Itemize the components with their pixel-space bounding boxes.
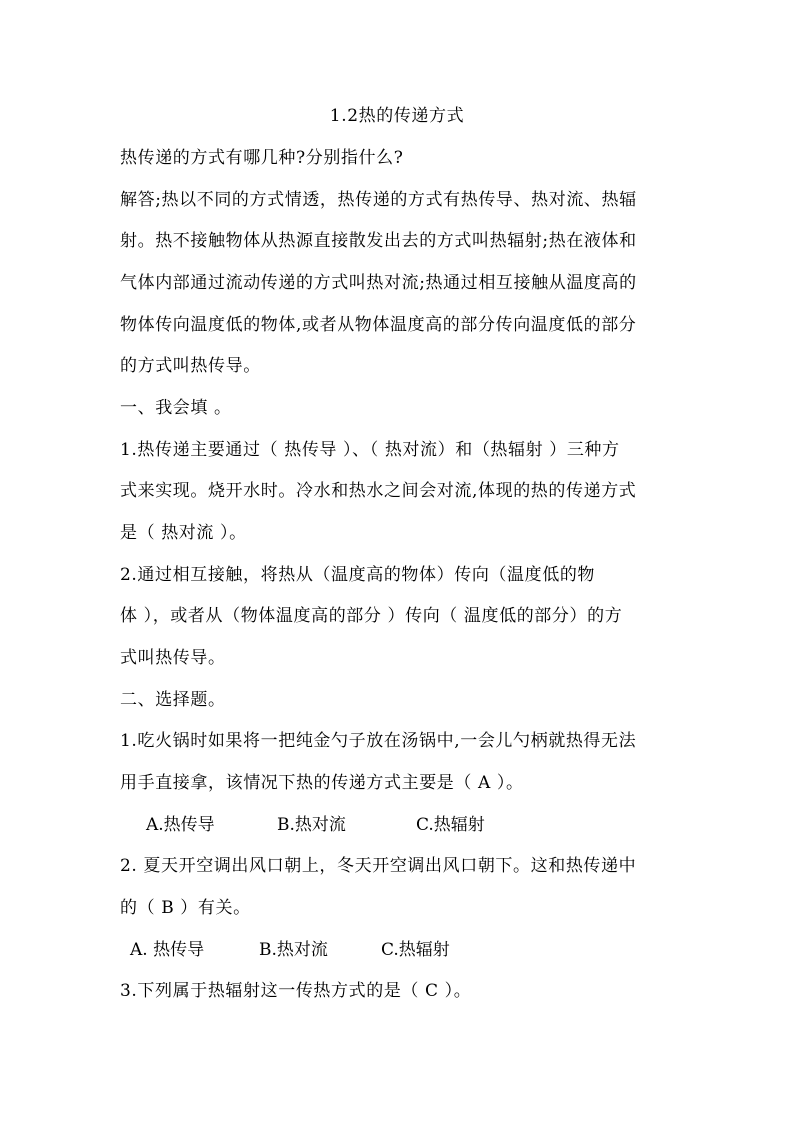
- choice-question-1-line: 1.吃火锅时如果将一把纯金勺子放在汤锅中,一会儿勺柄就热得无法: [120, 731, 637, 751]
- section-heading-fill: 一、我会填 。: [120, 398, 232, 418]
- answer-line: 气体内部通过流动传递的方式叫热对流;热通过相互接触从温度高的: [120, 273, 637, 293]
- choice-question-2-line: 2. 夏天开空调出风口朝上，冬天开空调出风口朝下。这和热传递中: [120, 856, 637, 876]
- section-heading-choice: 二、选择题。: [120, 690, 226, 710]
- fill-question-1-line: 式来实现。烧开水时。冷水和热水之间会对流,体现的热的传递方式: [120, 481, 637, 501]
- answer-line: 物体传向温度低的物体,或者从物体温度高的部分传向温度低的部分: [120, 315, 637, 335]
- answer-line: 射。热不接触物体从热源直接散发出去的方式叫热辐射;热在液体和: [120, 231, 637, 251]
- option-c: C.热辐射: [416, 815, 485, 835]
- choice-question-1-line: 用手直接拿，该情况下热的传递方式主要是（ A ）。: [120, 773, 524, 793]
- option-c: C.热辐射: [381, 940, 450, 960]
- answer-line: 解答;热以不同的方式情透，热传递的方式有热传导、热对流、热辐: [120, 190, 637, 210]
- choice-question-2-line: 的（ B ）有关。: [120, 898, 251, 918]
- option-b: B.热对流: [259, 940, 328, 960]
- fill-question-1-line: 是（ 热对流 ）。: [120, 523, 247, 543]
- choice-question-1-options: [146, 815, 546, 835]
- fill-question-2-line: 2.通过相互接触，将热从（温度高的物体）传向（温度低的物: [120, 565, 596, 585]
- answer-line: 的方式叫热传导。: [120, 356, 261, 376]
- question-text: 热传递的方式有哪几种?分别指什么?: [120, 148, 404, 168]
- option-a: A. 热传导: [130, 940, 205, 960]
- option-b: B.热对流: [277, 815, 346, 835]
- choice-question-2-options: [130, 940, 530, 960]
- choice-question-3-line: 3.下列属于热辐射这一传热方式的是（ C ）。: [120, 981, 472, 1001]
- page-title: 1.2热的传递方式: [329, 106, 465, 126]
- fill-question-1-line: 1.热传递主要通过（ 热传导 ）、（ 热对流）和（热辐射 ）三种方: [120, 440, 620, 460]
- option-a: A.热传导: [146, 815, 215, 835]
- fill-question-2-line: 体 ），或者从（物体温度高的部分 ）传向（ 温度低的部分）的方: [120, 606, 623, 626]
- fill-question-2-line: 式叫热传导。: [120, 648, 226, 668]
